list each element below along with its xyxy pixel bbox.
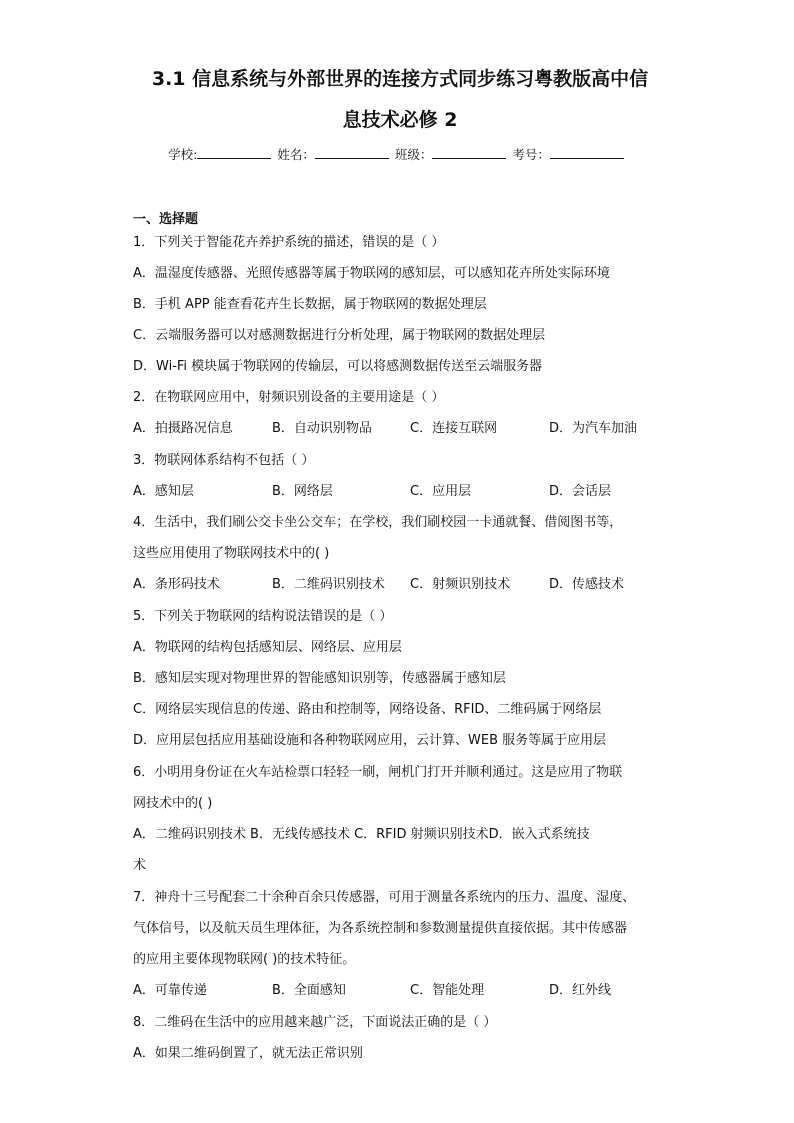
q3-option-b: B．网络层 (272, 484, 333, 499)
q1-option-b: B．手机 APP 能查看花卉生长数据，属于物联网的数据处理层 (133, 297, 487, 312)
q6-stem-line-1: 6．小明用身份证在火车站检票口轻轻一刷，闸机门打开并顺利通过。这是应用了物联 (133, 765, 623, 780)
name-label: 姓名： (277, 147, 315, 162)
q4-option-d: D．传感技术 (549, 577, 625, 592)
q7-stem-line-3: 的应用主要体现物联网( )的技术特征。 (133, 952, 356, 967)
q7-option-c: C．智能处理 (410, 983, 485, 998)
student-info-row (0, 145, 794, 163)
school-label: 学校: (168, 147, 198, 162)
q7-option-d: D．红外线 (549, 983, 612, 998)
q2-option-a: A．拍摄路况信息 (133, 421, 233, 436)
q2-option-d: D．为汽车加油 (549, 421, 638, 436)
q1-option-a: A．温湿度传感器、光照传感器等属于物联网的感知层，可以感知花卉所处实际环境 (133, 266, 610, 281)
q1-stem: 1．下列关于智能花卉养护系统的描述，错误的是（ ） (133, 235, 445, 250)
q8-option-a: A．如果二维码倒置了，就无法正常识别 (133, 1046, 363, 1061)
q4-options (133, 578, 673, 594)
q5-stem: 5．下列关于物联网的结构说法错误的是（ ） (133, 609, 393, 624)
number-label: 考号： (512, 147, 550, 162)
q2-option-c: C．连接互联网 (410, 421, 498, 436)
q3-stem: 3．物联网体系结构不包括（ ） (133, 453, 315, 468)
q4-option-c: C．射频识别技术 (410, 577, 511, 592)
q7-option-a: A．可靠传递 (133, 983, 207, 998)
q5-option-a: A．物联网的结构包括感知层、网络层、应用层 (133, 640, 402, 655)
q5-option-d: D．应用层包括应用基础设施和各种物联网应用，云计算、WEB 服务等属于应用层 (133, 733, 607, 748)
q1-option-c: C．云端服务器可以对感测数据进行分析处理，属于物联网的数据处理层 (133, 328, 546, 343)
name-blank (315, 147, 389, 159)
q2-option-b: B．自动识别物品 (272, 421, 372, 436)
q4-stem-line-1: 4．生活中，我们刷公交卡坐公交车；在学校，我们刷校园一卡通就餐、借阅图书等， (133, 515, 623, 530)
q6-options-line-2: 术 (133, 858, 147, 873)
q6-stem-line-2: 网技术中的( ) (133, 796, 213, 811)
school-blank (197, 147, 271, 159)
q4-option-b: B．二维码识别技术 (272, 577, 385, 592)
q3-option-c: C．应用层 (410, 484, 472, 499)
q5-option-c: C．网络层实现信息的传递、路由和控制等，网络设备、RFID、二维码属于网络层 (133, 702, 602, 717)
q3-options (133, 485, 673, 501)
q8-stem: 8．二维码在生活中的应用越来越广泛，下面说法正确的是（ ） (133, 1015, 497, 1030)
q7-option-b: B．全面感知 (272, 983, 346, 998)
class-blank (432, 147, 506, 159)
section-heading: 一、选择题 (133, 212, 199, 227)
q3-option-a: A．感知层 (133, 484, 194, 499)
q4-stem-line-2: 这些应用使用了物联网技术中的( ) (133, 546, 330, 561)
q7-stem-line-2: 气体信号，以及航天员生理体征，为各系统控制和参数测量提供直接依据。其中传感器 (133, 921, 628, 936)
number-blank (550, 147, 624, 159)
q5-option-b: B．感知层实现对物理世界的智能感知识别等，传感器属于感知层 (133, 671, 506, 686)
document-title-line-2: 息技术必修 2 (342, 109, 458, 131)
q3-option-d: D．会话层 (549, 484, 612, 499)
q1-option-d: D．Wi-Fi 模块属于物联网的传输层，可以将感测数据传送至云端服务器 (133, 359, 543, 374)
document-title-line-1: 3.1 信息系统与外部世界的连接方式同步练习粤教版高中信 (151, 68, 649, 90)
q7-options (133, 984, 673, 1000)
class-label: 班级： (394, 147, 433, 162)
q2-stem: 2．在物联网应用中，射频识别设备的主要用途是（ ） (133, 390, 445, 405)
q4-option-a: A．条形码技术 (133, 577, 220, 592)
q2-options (133, 422, 673, 438)
q7-stem-line-1: 7．神舟十三号配套二十余种百余只传感器，可用于测量各系统内的压力、温度、湿度、 (133, 890, 636, 905)
q6-options-line-1: A．二维码识别技术 B．无线传感技术 C．RFID 射频识别技术D．嵌入式系统技 (133, 827, 590, 842)
